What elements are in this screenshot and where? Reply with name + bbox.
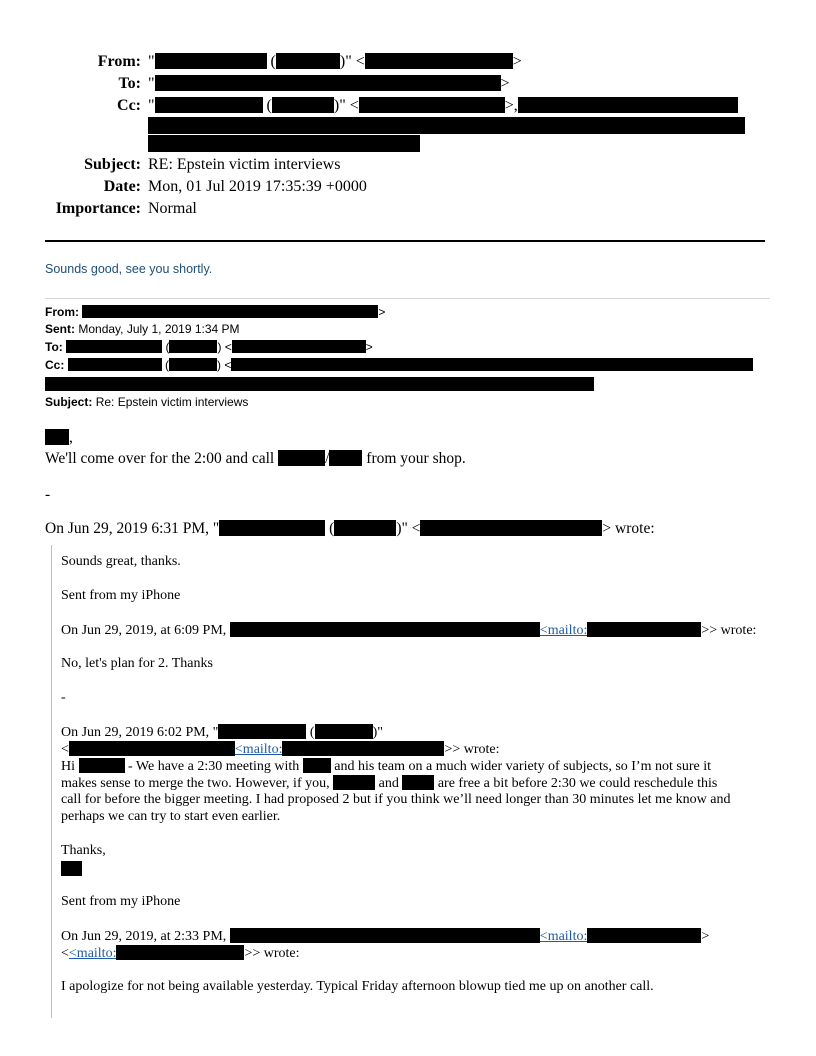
- sent-from-iphone: Sent from my iPhone: [61, 588, 181, 603]
- para-line-2: makes sense to merge the two. However, if you, and are free a bit before 2:30 we could reschedule this: [61, 776, 718, 791]
- quote-233-header: On Jun 29, 2019, at 2:33 PM, <mailto: >: [61, 929, 710, 944]
- sounds-great: Sounds great, thanks.: [61, 554, 181, 569]
- header-divider: [45, 240, 765, 242]
- mailto-link[interactable]: <mailto:: [539, 929, 588, 944]
- fwd-from-label: From:: [45, 305, 79, 319]
- fwd-to-label: To:: [45, 340, 63, 354]
- redaction: [230, 928, 540, 943]
- quote-602-address: < <mailto: >> wrote:: [61, 742, 500, 757]
- thanks: Thanks,: [61, 843, 106, 858]
- mailto-link[interactable]: <mailto:: [68, 946, 117, 961]
- redaction: [272, 97, 334, 113]
- mailto-link[interactable]: <mailto:: [234, 742, 283, 757]
- redaction: [587, 622, 701, 637]
- redaction: [278, 450, 325, 466]
- forward-divider: [45, 298, 770, 299]
- redaction: [303, 758, 331, 773]
- fwd-sent: [45, 322, 240, 336]
- subject-label: Subject:: [84, 156, 141, 173]
- redaction: [365, 53, 513, 69]
- redaction: [79, 758, 125, 773]
- quote-609-header: On Jun 29, 2019, at 6:09 PM, <mailto: >> wrote:: [61, 623, 757, 638]
- greeting: ,: [45, 429, 73, 447]
- fwd-to: To: ( ) < >: [45, 340, 373, 354]
- redaction: [82, 305, 378, 318]
- redaction: [282, 741, 444, 756]
- redaction: [155, 97, 263, 113]
- para-line-1: Hi - We have a 2:30 meeting with and his team on a much wider variety of subjects, so I’m not sure it: [61, 759, 711, 774]
- redaction: [276, 53, 340, 69]
- to-value: " >: [148, 75, 510, 92]
- redaction: [359, 97, 505, 113]
- redaction: [402, 775, 434, 790]
- redaction: [231, 358, 753, 371]
- reply-body: Sounds good, see you shortly.: [45, 262, 213, 276]
- mailto-link[interactable]: <mailto:: [539, 623, 588, 638]
- sent-from-iphone-2: Sent from my iPhone: [61, 894, 181, 909]
- cc-label: Cc:: [117, 97, 141, 114]
- redaction: [420, 520, 602, 536]
- redaction: [230, 622, 540, 637]
- fwd-cc-label: Cc:: [45, 358, 65, 372]
- quote-602-header: On Jun 29, 2019 6:02 PM, " ( )": [61, 725, 383, 740]
- redaction: [155, 53, 267, 69]
- cc-value: " ( )" < >,: [148, 97, 738, 115]
- redaction: [169, 358, 217, 371]
- redaction: [148, 117, 745, 134]
- redaction: [69, 741, 235, 756]
- from-value: " ( )" < >: [148, 53, 522, 70]
- fwd-cc: Cc: ( ) <: [45, 358, 753, 372]
- redaction: [315, 724, 373, 739]
- quote-dash: -: [61, 690, 66, 705]
- from-label: From:: [97, 53, 141, 70]
- redaction: [66, 340, 162, 353]
- no-lets-plan: No, let's plan for 2. Thanks: [61, 656, 213, 671]
- redaction: [68, 358, 162, 371]
- message1-line: We'll come over for the 2:00 and call / from your shop.: [45, 450, 466, 467]
- date-label: Date:: [103, 178, 141, 195]
- redaction: [218, 724, 306, 739]
- quote-bar: [51, 545, 52, 1018]
- redaction: [329, 450, 362, 466]
- redaction: [155, 75, 501, 91]
- redaction: [333, 775, 375, 790]
- para-line-3: call for before the bigger meeting. I had proposed 2 but if you think we’ll need longer than 30 minutes let me know and: [61, 792, 731, 807]
- fwd-sent-value: Monday, July 1, 2019 1:34 PM: [78, 322, 240, 336]
- redaction: [169, 340, 217, 353]
- subject-value: RE: Epstein victim interviews: [148, 156, 341, 173]
- redaction: [45, 429, 69, 445]
- fwd-subject-label: Subject:: [45, 395, 93, 409]
- redaction: [116, 945, 244, 960]
- fwd-from: From: >: [45, 305, 386, 319]
- importance-value: Normal: [148, 200, 197, 217]
- redaction: [232, 340, 366, 353]
- message1-dash: -: [45, 486, 51, 503]
- apologize-line: I apologize for not being available yesterday. Typical Friday afternoon blowup tied me up on another call.: [61, 979, 654, 994]
- date-value: Mon, 01 Jul 2019 17:35:39 +0000: [148, 178, 367, 195]
- redaction: [45, 377, 594, 391]
- para-line-4: perhaps we can try to start even earlier.: [61, 809, 281, 824]
- redaction: [61, 861, 82, 876]
- fwd-subject: [45, 395, 248, 409]
- redaction: [148, 135, 420, 152]
- to-label: To:: [118, 75, 141, 92]
- redaction: [587, 928, 701, 943]
- importance-label: Importance:: [55, 200, 141, 217]
- redaction: [334, 520, 396, 536]
- quote-233-address: <<mailto: >> wrote:: [61, 946, 300, 961]
- fwd-subject-value: Re: Epstein victim interviews: [95, 395, 249, 409]
- fwd-sent-label: Sent:: [45, 322, 75, 336]
- quote-intro: On Jun 29, 2019 6:31 PM, " ( )" < > wrote:: [45, 520, 655, 537]
- redaction: [219, 520, 325, 536]
- redaction: [518, 97, 738, 113]
